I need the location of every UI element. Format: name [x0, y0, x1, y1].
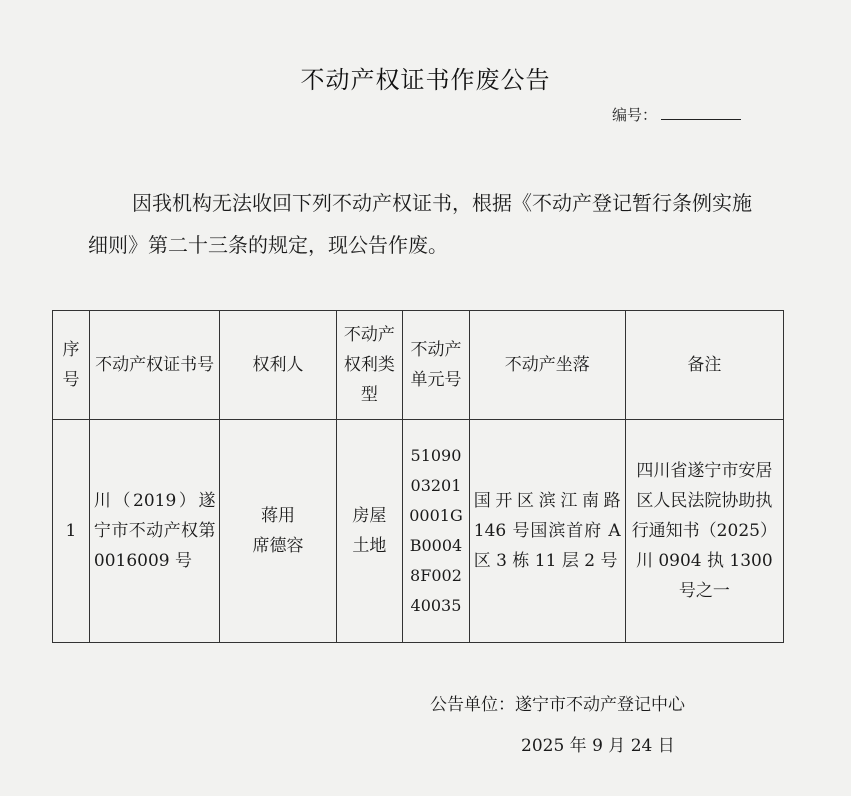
issue-date: 2025 年 9 月 24 日 [521, 736, 675, 756]
serial-label: 编号： [612, 106, 658, 124]
header-no: 序号 [53, 311, 90, 420]
table-row [53, 420, 784, 643]
notice-body: 因我机构无法收回下列不动产权证书，根据《不动产登记暂行条例实施细则》第二十三条的规定，现公告作废。 [88, 191, 752, 257]
header-unit: 不动产单元号 [403, 311, 470, 420]
cell-unit: 51090032010001GB00048F00240035 [403, 420, 470, 643]
header-owner: 权利人 [220, 311, 336, 420]
right-type: 土地 [352, 536, 387, 556]
issuing-organization: 公告单位：遂宁市不动产登记中心 [430, 695, 685, 715]
cell-type [336, 420, 403, 643]
serial-number [612, 104, 741, 125]
cell-no: 1 [53, 420, 90, 643]
cell-location: 国开区滨江南路 146 号国滨首府 A 区 3 栋 11 层 2 号 [469, 420, 625, 643]
owner-name: 席德容 [252, 536, 304, 556]
serial-blank-line [661, 105, 741, 120]
header-type: 不动产权利类型 [336, 311, 403, 420]
table-header-row [53, 311, 784, 420]
right-type: 房屋 [352, 506, 387, 526]
document-title: 不动产权证书作废公告 [300, 66, 551, 94]
cell-cert: 川（2019）遂宁市不动产权第 0016009 号 [89, 420, 220, 643]
header-cert: 不动产权证书号 [89, 311, 220, 420]
owner-name: 蒋用 [261, 506, 296, 526]
certificate-table [52, 310, 784, 643]
cell-note: 四川省遂宁市安居区人民法院协助执行通知书（2025）川 0904 执 1300 号之一 [625, 420, 783, 643]
cell-owner [220, 420, 336, 643]
header-location: 不动产坐落 [469, 311, 625, 420]
header-note: 备注 [625, 311, 783, 420]
